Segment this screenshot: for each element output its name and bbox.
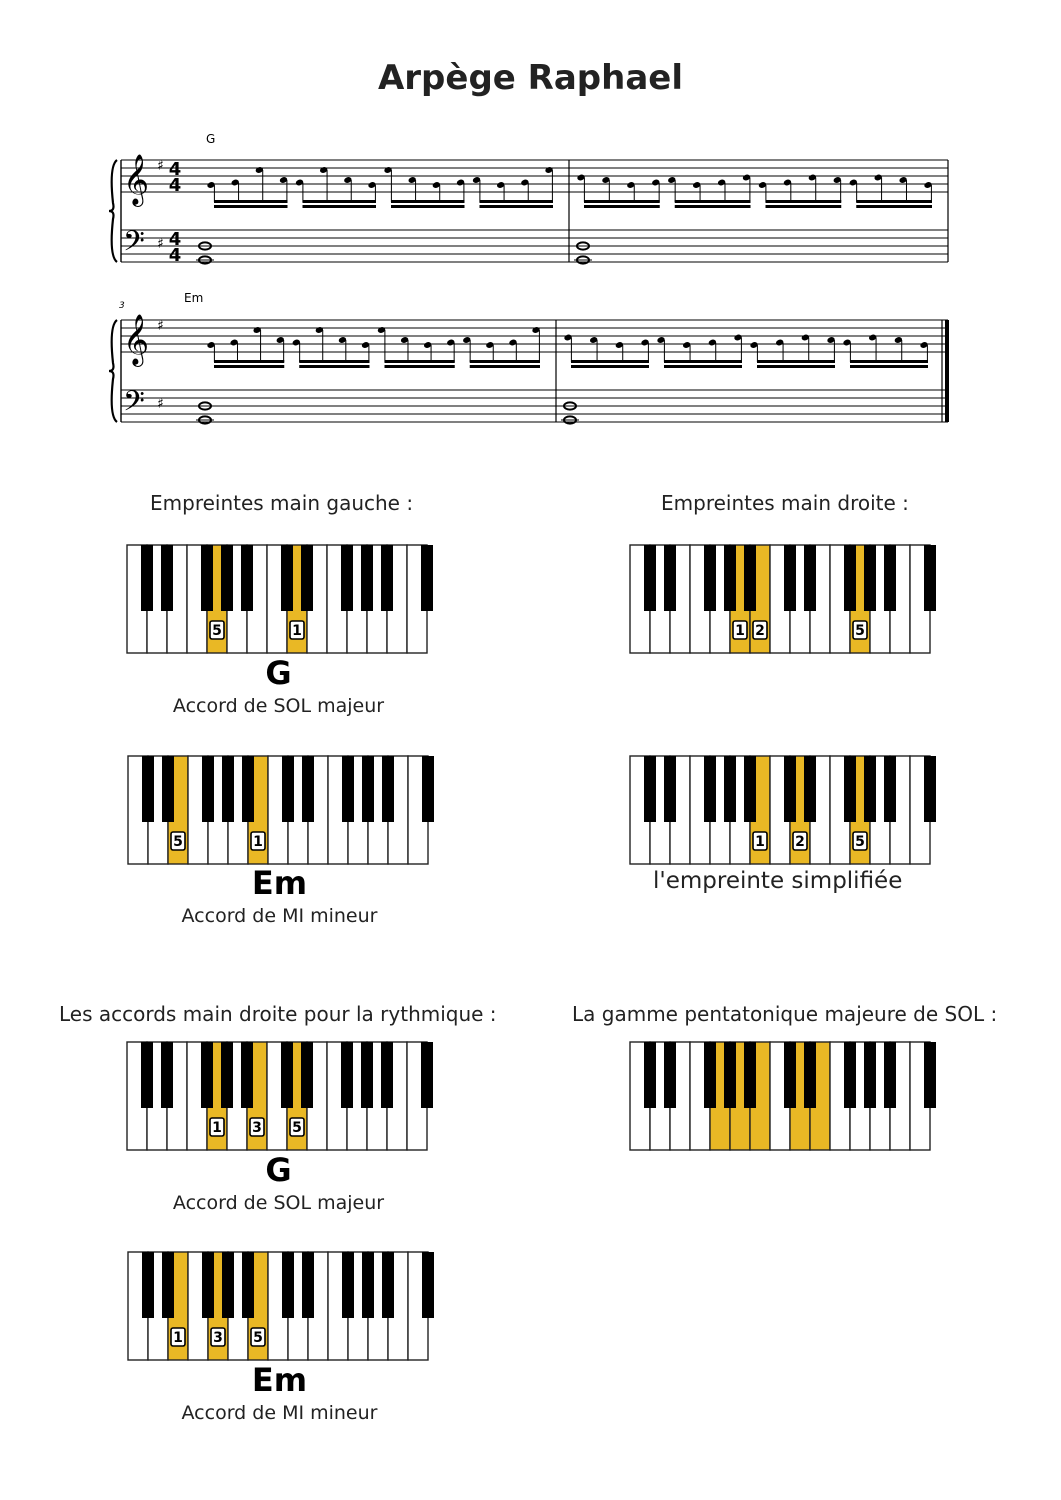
beam [757,365,835,368]
brace [109,160,117,262]
beam [584,200,660,203]
piano-keyboard [629,544,936,654]
finger-number: 5 [292,1120,302,1136]
black-key [301,545,313,611]
black-key [202,756,214,822]
black-key [784,545,796,611]
beam [385,360,455,363]
black-key [784,756,796,822]
finger-number: 2 [755,623,765,639]
black-key [884,1042,896,1108]
black-key [864,545,876,611]
beam [766,200,842,203]
beam [303,200,377,203]
black-key [864,756,876,822]
beam [675,200,751,203]
beam [214,365,284,368]
simplified-caption: l'empreinte simplifiée [653,868,903,894]
keyboard-pentatonic [629,1041,936,1155]
black-key [924,545,936,611]
beam [303,205,377,208]
beam [571,360,649,363]
black-key [704,545,716,611]
black-key [724,756,736,822]
black-key [924,1042,936,1108]
black-key [302,756,314,822]
black-key [744,756,756,822]
beam [470,360,540,363]
treble-clef: 𝄞 [123,154,150,205]
black-key [844,1042,856,1108]
black-key [664,756,676,822]
beam [856,205,932,208]
finger-number: 5 [855,834,865,850]
sharp-sign: ♯ [157,396,164,412]
bass-clef: 𝄢 [123,225,145,265]
black-key [864,1042,876,1108]
keyboard-rhythm-em [127,1251,434,1365]
black-key [744,545,756,611]
pentatonic-heading: La gamme pentatonique majeure de SOL : [572,1002,998,1026]
keyboard-left-hand-g [126,544,433,658]
black-key [704,1042,716,1108]
beam [385,365,455,368]
black-key [704,756,716,822]
beam [571,365,649,368]
right-hand-heading: Empreintes main droite : [661,491,909,515]
beam [480,200,554,203]
black-key [724,545,736,611]
beam [480,205,554,208]
page-title: Arpège Raphael [377,58,684,98]
black-key [644,1042,656,1108]
chord-name-em: Em [251,1361,308,1399]
chord-symbol: G [206,132,216,146]
beam [391,205,465,208]
black-key [221,545,233,611]
black-key [142,756,154,822]
black-key [342,756,354,822]
black-key [884,545,896,611]
black-key [162,1252,174,1318]
finger-number: 5 [173,834,183,850]
black-key [421,545,433,611]
beam [856,200,932,203]
finger-number: 1 [253,834,263,850]
black-key [242,756,254,822]
chord-name-g: G [265,654,292,692]
beam [214,200,288,203]
finger-number: 5 [212,623,222,639]
finger-number: 1 [735,623,745,639]
beam [850,360,928,363]
piano-keyboard [126,1041,433,1151]
black-key [362,756,374,822]
finger-number: 1 [292,623,302,639]
black-key [664,545,676,611]
black-key [281,545,293,611]
black-key [241,1042,253,1108]
black-key [141,1042,153,1108]
beam [299,365,369,368]
finger-number: 2 [795,834,805,850]
sheet-music [0,120,1061,450]
bass-clef: 𝄢 [123,385,145,425]
time-signature-denominator: 4 [168,245,182,266]
piano-keyboard [629,1041,936,1151]
rhythm-chords-heading: Les accords main droite pour la rythmique : [59,1002,497,1026]
finger-number: 1 [212,1120,222,1136]
finger-number: 5 [855,623,865,639]
chord-description: Accord de MI mineur [181,905,378,927]
finger-number: 3 [252,1120,262,1136]
chord-description: Accord de MI mineur [181,1402,378,1424]
black-key [422,756,434,822]
beam [214,205,288,208]
black-key [884,756,896,822]
beam [664,365,742,368]
keyboard-right-hand-simplified [629,755,936,869]
sharp-sign: ♯ [157,318,164,334]
black-key [381,545,393,611]
keyboard-right-hand-full [629,544,936,658]
black-key [844,756,856,822]
black-key [382,756,394,822]
black-key [302,1252,314,1318]
black-key [382,1252,394,1318]
measure-number: 3 [119,301,125,311]
beam [470,365,540,368]
black-key [342,1252,354,1318]
black-key [241,545,253,611]
beam [664,360,742,363]
black-key [361,545,373,611]
beam [584,205,660,208]
score-system-2 [109,291,949,425]
black-key [804,545,816,611]
score-system-1 [109,132,948,266]
time-signature-numerator: 4 [168,159,182,180]
black-key [924,756,936,822]
black-key [361,1042,373,1108]
black-key [644,756,656,822]
brace [109,320,117,422]
black-key [162,756,174,822]
black-key [221,1042,233,1108]
finger-number: 1 [755,834,765,850]
black-key [281,1042,293,1108]
black-key [301,1042,313,1108]
black-key [664,1042,676,1108]
sharp-sign: ♯ [157,158,164,174]
black-key [202,1252,214,1318]
black-key [422,1252,434,1318]
black-key [744,1042,756,1108]
keyboard-left-hand-em [127,755,434,869]
beam [299,360,369,363]
finger-number: 5 [253,1330,263,1346]
time-signature-numerator: 4 [168,229,182,250]
chord-name-g: G [265,1151,292,1189]
black-key [381,1042,393,1108]
black-key [161,545,173,611]
finger-number: 3 [213,1330,223,1346]
black-key [421,1042,433,1108]
time-signature-denominator: 4 [168,175,182,196]
beam [214,360,284,363]
black-key [222,756,234,822]
black-key [724,1042,736,1108]
beam [766,205,842,208]
beam [850,365,928,368]
black-key [844,545,856,611]
black-key [804,756,816,822]
piano-keyboard [629,755,936,865]
finger-number: 1 [173,1330,183,1346]
chord-symbol: Em [184,291,204,305]
black-key [201,1042,213,1108]
piano-keyboard [126,544,433,654]
chord-description: Accord de SOL majeur [172,1192,385,1214]
black-key [282,756,294,822]
left-hand-heading: Empreintes main gauche : [150,491,414,515]
keyboard-rhythm-g [126,1041,433,1155]
black-key [242,1252,254,1318]
treble-clef: 𝄞 [123,314,150,365]
black-key [282,1252,294,1318]
chord-description: Accord de SOL majeur [172,695,385,717]
piano-keyboard [127,1251,434,1361]
black-key [341,545,353,611]
black-key [362,1252,374,1318]
black-key [141,545,153,611]
black-key [341,1042,353,1108]
final-barline [945,320,949,422]
piano-keyboard [127,755,434,865]
black-key [804,1042,816,1108]
sharp-sign: ♯ [157,236,164,252]
black-key [784,1042,796,1108]
black-key [201,545,213,611]
beam [757,360,835,363]
black-key [644,545,656,611]
black-key [142,1252,154,1318]
beam [675,205,751,208]
beam [391,200,465,203]
black-key [222,1252,234,1318]
chord-name-em: Em [251,864,308,902]
black-key [161,1042,173,1108]
